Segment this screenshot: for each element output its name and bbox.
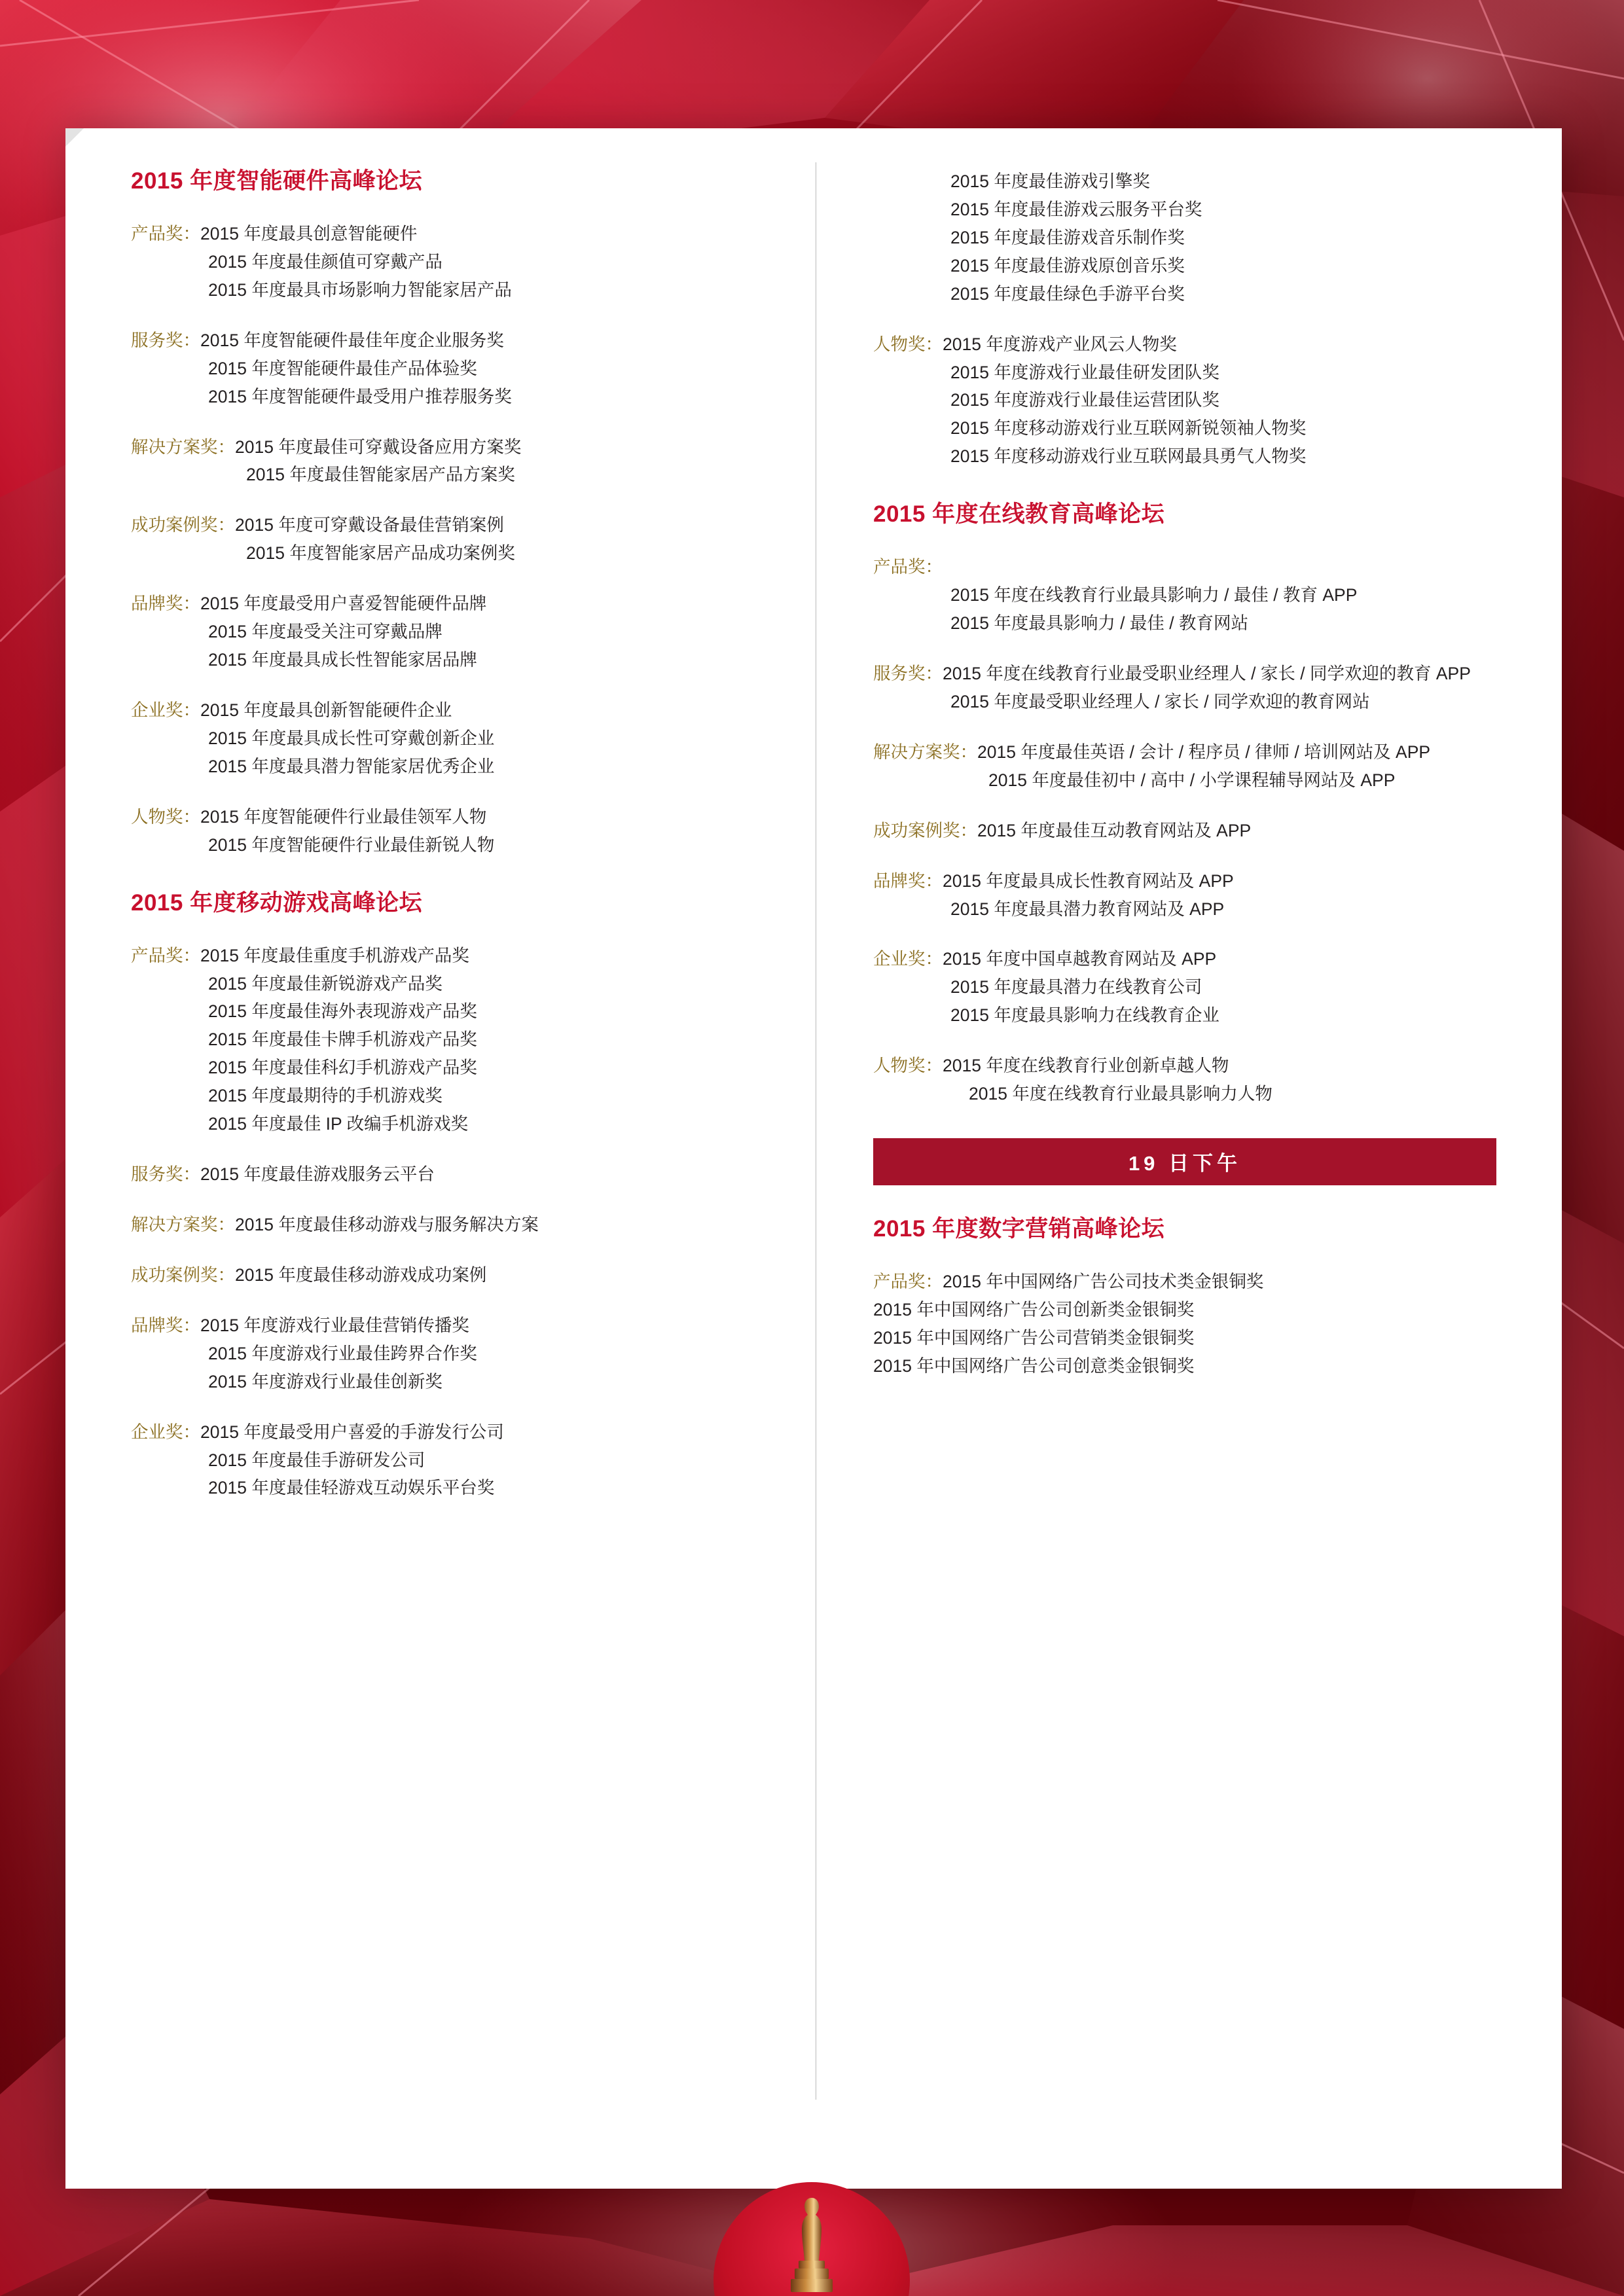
award-item: 2015 年度最佳初中 / 高中 / 小学课程辅导网站及 APP bbox=[988, 770, 1396, 790]
award-label: 品牌奖： bbox=[131, 1315, 200, 1335]
award-item: 2015 年度最佳轻游戏互动娱乐平台奖 bbox=[208, 1478, 495, 1498]
day-session-bar: 19 日下午 bbox=[873, 1138, 1496, 1185]
award-item: 2015 年度最期待的手机游戏奖 bbox=[208, 1086, 442, 1106]
award-item: 2015 年度最佳游戏服务云平台 bbox=[200, 1164, 435, 1185]
award-label: 企业奖： bbox=[131, 1422, 200, 1442]
award-item: 2015 年度游戏行业最佳运营团队奖 bbox=[950, 390, 1219, 410]
award-group bbox=[873, 331, 1496, 471]
award-group bbox=[131, 327, 776, 411]
award-item: 2015 年度最佳海外表现游戏产品奖 bbox=[208, 1001, 477, 1022]
award-group bbox=[873, 867, 1496, 924]
award-item: 2015 年度最具创新智能硬件企业 bbox=[200, 700, 452, 720]
award-item: 2015 年度最佳科幻手机游戏产品奖 bbox=[208, 1058, 477, 1078]
award-item: 2015 年度在线教育行业创新卓越人物 bbox=[943, 1056, 1229, 1076]
award-item: 2015 年中国网络广告公司技术类金银铜奖 bbox=[943, 1272, 1264, 1292]
award-item: 2015 年度最佳游戏引擎奖 bbox=[950, 171, 1150, 191]
award-item: 2015 年度最佳卡牌手机游戏产品奖 bbox=[208, 1030, 477, 1050]
award-item: 2015 年度最佳绿色手游平台奖 bbox=[950, 283, 1185, 304]
award-item: 2015 年度最佳游戏音乐制作奖 bbox=[950, 227, 1185, 247]
award-label: 品牌奖： bbox=[873, 870, 943, 891]
award-item: 2015 年度智能硬件最受用户推荐服务奖 bbox=[208, 386, 512, 406]
award-item: 2015 年度最具影响力 / 最佳 / 教育网站 bbox=[950, 613, 1248, 634]
award-item: 2015 年度最佳新锐游戏产品奖 bbox=[208, 973, 442, 994]
award-item: 2015 年度游戏行业最佳跨界合作奖 bbox=[208, 1343, 477, 1363]
award-item: 2015 年度最具潜力智能家居优秀企业 bbox=[208, 756, 495, 776]
award-item: 2015 年度智能硬件行业最佳新锐人物 bbox=[208, 834, 495, 855]
award-item: 2015 年中国网络广告公司营销类金银铜奖 bbox=[873, 1327, 1195, 1348]
award-item: 2015 年度最受用户喜爱智能硬件品牌 bbox=[200, 594, 487, 614]
award-group bbox=[873, 738, 1496, 795]
award-item: 2015 年度在线教育行业最受职业经理人 / 家长 / 同学欢迎的教育 APP bbox=[943, 663, 1471, 683]
award-label: 人物奖： bbox=[873, 334, 943, 354]
award-item: 2015 年度最佳游戏云服务平台奖 bbox=[950, 199, 1202, 219]
award-label: 产品奖： bbox=[873, 557, 943, 577]
award-group bbox=[131, 1418, 776, 1503]
award-label: 人物奖： bbox=[873, 1056, 943, 1076]
award-item: 2015 年度移动游戏行业互联网新锐领袖人物奖 bbox=[950, 418, 1307, 439]
award-item: 2015 年度最具市场影响力智能家居产品 bbox=[208, 279, 512, 300]
award-item: 2015 年度智能硬件行业最佳领军人物 bbox=[200, 806, 487, 827]
award-label: 服务奖： bbox=[131, 1164, 200, 1185]
award-label: 服务奖： bbox=[873, 663, 943, 683]
award-label: 人物奖： bbox=[131, 806, 200, 827]
award-item: 2015 年度游戏产业风云人物奖 bbox=[943, 334, 1177, 354]
award-group bbox=[873, 660, 1496, 716]
award-group bbox=[873, 945, 1496, 1030]
award-item: 2015 年中国网络广告公司创新类金银铜奖 bbox=[873, 1299, 1195, 1319]
award-label: 成功案例奖： bbox=[873, 820, 977, 840]
award-label: 解决方案奖： bbox=[131, 1214, 235, 1234]
award-item: 2015 年度最佳可穿戴设备应用方案奖 bbox=[235, 437, 522, 457]
right-column bbox=[816, 128, 1562, 2189]
award-group bbox=[131, 433, 776, 490]
award-group bbox=[131, 220, 776, 304]
award-item: 2015 年中国网络广告公司创意类金银铜奖 bbox=[873, 1355, 1195, 1376]
award-label: 企业奖： bbox=[131, 700, 200, 720]
award-item: 2015 年度智能家居产品成功案例奖 bbox=[246, 543, 515, 564]
award-group bbox=[131, 1211, 776, 1239]
award-item: 2015 年度最佳 IP 改编手机游戏奖 bbox=[208, 1114, 469, 1134]
section-title-mobile-game: 2015 年度移动游戏高峰论坛 bbox=[131, 889, 423, 916]
award-item: 2015 年度最佳智能家居产品方案奖 bbox=[246, 465, 515, 485]
award-item: 2015 年度最受用户喜爱的手游发行公司 bbox=[200, 1422, 504, 1442]
award-item: 2015 年度游戏行业最佳营销传播奖 bbox=[200, 1315, 469, 1335]
award-group bbox=[131, 1312, 776, 1396]
award-group bbox=[131, 1261, 776, 1289]
award-item: 2015 年度最受关注可穿戴品牌 bbox=[208, 622, 442, 642]
award-label: 企业奖： bbox=[873, 949, 943, 969]
award-item: 2015 年度最佳重度手机游戏产品奖 bbox=[200, 945, 469, 965]
award-label: 成功案例奖： bbox=[131, 515, 235, 535]
award-item: 2015 年度最佳游戏原创音乐奖 bbox=[950, 255, 1185, 276]
award-item: 2015 年度移动游戏行业互联网最具勇气人物奖 bbox=[950, 446, 1307, 467]
award-label: 品牌奖： bbox=[131, 594, 200, 614]
section-title-digital-marketing: 2015 年度数字营销高峰论坛 bbox=[873, 1216, 1165, 1242]
award-group bbox=[873, 1052, 1496, 1108]
award-label: 服务奖： bbox=[131, 330, 200, 350]
award-item: 2015 年度中国卓越教育网站及 APP bbox=[943, 949, 1217, 969]
award-group bbox=[873, 1268, 1496, 1380]
award-label: 成功案例奖： bbox=[131, 1265, 235, 1285]
award-item: 2015 年度最具成长性智能家居品牌 bbox=[208, 650, 477, 670]
award-item: 2015 年度最具潜力教育网站及 APP bbox=[950, 899, 1225, 919]
award-label: 解决方案奖： bbox=[873, 742, 977, 762]
award-group bbox=[873, 817, 1496, 845]
award-item: 2015 年度智能硬件最佳年度企业服务奖 bbox=[200, 330, 504, 350]
award-item: 2015 年度最具成长性可穿戴创新企业 bbox=[208, 728, 495, 748]
award-item: 2015 年度最佳手游研发公司 bbox=[208, 1450, 425, 1470]
award-group bbox=[873, 553, 1496, 637]
award-label: 解决方案奖： bbox=[131, 437, 235, 457]
award-label: 产品奖： bbox=[131, 224, 200, 243]
award-group bbox=[131, 590, 776, 674]
award-item: 2015 年度游戏行业最佳创新奖 bbox=[208, 1371, 442, 1391]
award-item: 2015 年度最受职业经理人 / 家长 / 同学欢迎的教育网站 bbox=[950, 691, 1370, 711]
award-group-continued bbox=[873, 168, 1496, 308]
section-title-online-education: 2015 年度在线教育高峰论坛 bbox=[873, 501, 1165, 528]
award-item: 2015 年度最具影响力在线教育企业 bbox=[950, 1005, 1219, 1026]
award-group bbox=[131, 1160, 776, 1189]
award-item: 2015 年度智能硬件最佳产品体验奖 bbox=[208, 358, 477, 378]
award-group bbox=[131, 942, 776, 1138]
award-item: 2015 年度最具潜力在线教育公司 bbox=[950, 977, 1202, 997]
award-item: 2015 年度最具成长性教育网站及 APP bbox=[943, 870, 1234, 891]
document-sheet bbox=[65, 128, 1562, 2189]
award-item: 2015 年度最佳移动游戏与服务解决方案 bbox=[235, 1214, 539, 1234]
award-group bbox=[131, 803, 776, 859]
award-label: 产品奖： bbox=[131, 945, 200, 965]
award-item: 2015 年度最佳颜值可穿戴产品 bbox=[208, 251, 442, 272]
award-item: 2015 年度在线教育行业最具影响力 / 最佳 / 教育 APP bbox=[950, 585, 1358, 605]
award-group bbox=[131, 696, 776, 781]
award-label: 产品奖： bbox=[873, 1272, 943, 1292]
award-item: 2015 年度最佳英语 / 会计 / 程序员 / 律师 / 培训网站及 APP bbox=[977, 742, 1431, 762]
award-item: 2015 年度在线教育行业最具影响力人物 bbox=[969, 1084, 1272, 1104]
award-group bbox=[131, 511, 776, 567]
award-item: 2015 年度最佳移动游戏成功案例 bbox=[235, 1265, 487, 1285]
award-item: 2015 年度游戏行业最佳研发团队奖 bbox=[950, 362, 1219, 382]
award-item: 2015 年度最具创意智能硬件 bbox=[200, 224, 418, 243]
left-column bbox=[65, 128, 816, 2189]
award-item: 2015 年度最佳互动教育网站及 APP bbox=[977, 820, 1252, 840]
award-item: 2015 年度可穿戴设备最佳营销案例 bbox=[235, 515, 504, 535]
section-title-smart-hardware: 2015 年度智能硬件高峰论坛 bbox=[131, 168, 423, 194]
